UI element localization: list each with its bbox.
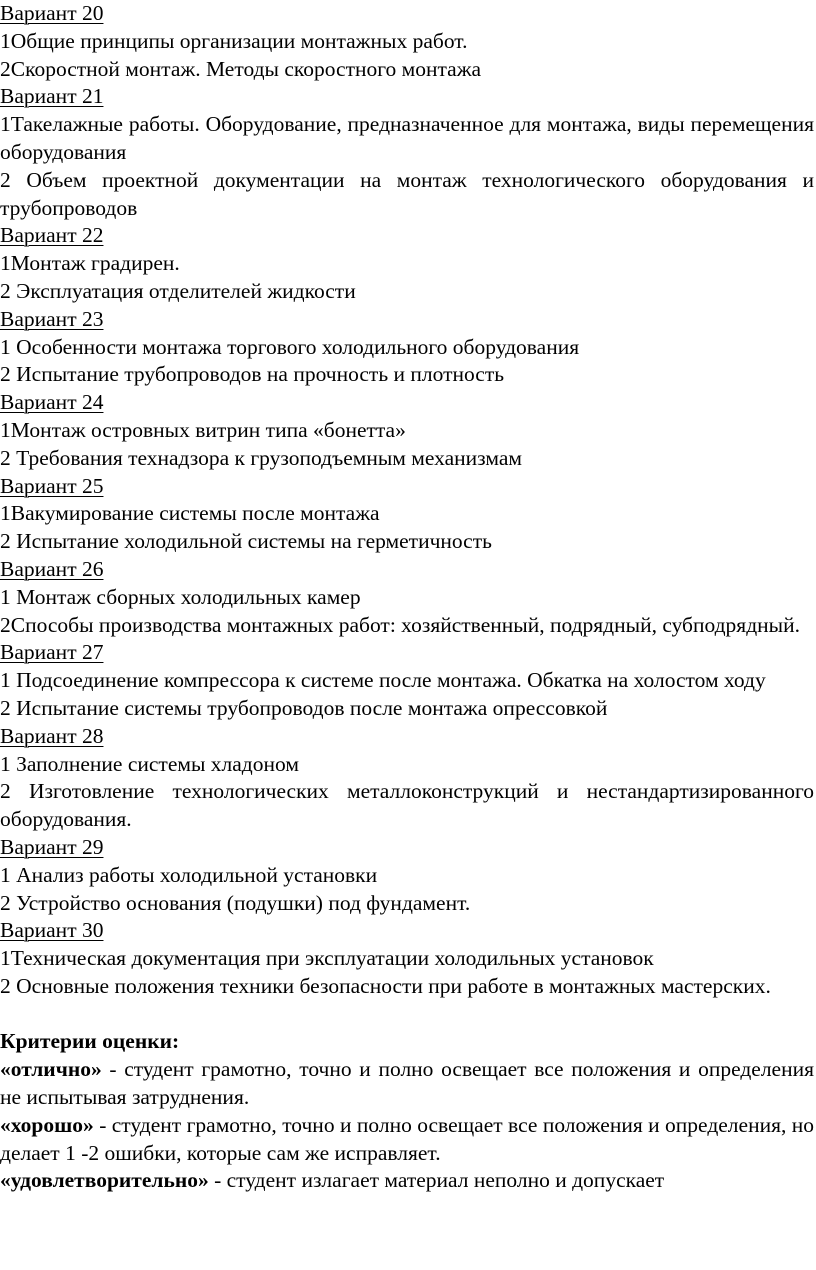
- topic-item: 1 Подсоединение компрессора к системе после монтажа. Обкатка на холостом ходу: [0, 668, 766, 693]
- grading-criteria: [0, 1028, 814, 1195]
- topic-item: 1Техническая документация при эксплуатации холодильных установок: [0, 946, 654, 971]
- topic-item: 1 Особенности монтажа торгового холодильного оборудования: [0, 334, 580, 359]
- variant-title: Вариант 21: [0, 84, 104, 109]
- topic-item: 1 Монтаж сборных холодильных камер: [0, 584, 361, 609]
- criterion-good: [0, 1112, 814, 1168]
- variant-title: Вариант 23: [0, 306, 104, 331]
- topic-item: 2 Объем проектной документации на монтаж технологического оборудования и трубопроводов: [0, 167, 814, 220]
- variant-21: [0, 83, 814, 222]
- topic-item: 2 Испытание трубопроводов на прочность и плотность: [0, 362, 505, 387]
- variant-30: [0, 917, 814, 1000]
- grade-label: «хорошо»: [0, 1112, 94, 1137]
- topic-item: 2Скоростной монтаж. Методы скоростного монтажа: [0, 56, 482, 81]
- topic-item: 2 Испытание холодильной системы на герметичность: [0, 529, 492, 554]
- topic-item: 1Монтаж градирен.: [0, 251, 180, 276]
- topic-item: 2Способы производства монтажных работ: хозяйственный, подрядный, субподрядный.: [0, 612, 800, 637]
- criterion-excellent: [0, 1056, 814, 1112]
- topic-item: 1Такелажные работы. Оборудование, предназначенное для монтажа, виды перемещения оборудования: [0, 112, 814, 164]
- variant-title: Вариант 29: [0, 834, 104, 859]
- topic-item: 1Общие принципы организации монтажных работ.: [0, 28, 468, 53]
- topic-item: 1 Анализ работы холодильной установки: [0, 862, 378, 887]
- criteria-title: Критерии оценки:: [0, 1029, 180, 1054]
- topic-item: 2 Эксплуатация отделителей жидкости: [0, 278, 356, 303]
- variant-25: [0, 473, 814, 556]
- criterion-satisfactory: [0, 1167, 814, 1195]
- variant-26: [0, 556, 814, 639]
- variant-title: Вариант 24: [0, 390, 104, 415]
- topic-item: 2 Изготовление технологических металлоконструкций и нестандартизированного оборудования.: [0, 779, 814, 832]
- blank-line: [0, 1001, 814, 1029]
- grade-description: - студент грамотно, точно и полно освещает все положения и определения не испытывая затруднения.: [0, 1057, 814, 1110]
- variant-title: Вариант 28: [0, 723, 104, 748]
- variant-title: Вариант 26: [0, 556, 104, 581]
- variant-24: [0, 389, 814, 472]
- variant-20: [0, 0, 814, 83]
- topic-item: 1Монтаж островных витрин типа «бонетта»: [0, 417, 406, 442]
- variant-title: Вариант 20: [0, 1, 104, 25]
- topic-item: 1Вакумирование системы после монтажа: [0, 501, 380, 526]
- topic-item: 2 Устройство основания (подушки) под фундамент.: [0, 890, 471, 915]
- topic-item: 2 Требования технадзора к грузоподъемным механизмам: [0, 445, 522, 470]
- variant-29: [0, 834, 814, 917]
- variant-23: [0, 306, 814, 389]
- grade-label: «удовлетворительно»: [0, 1168, 209, 1193]
- grade-label: «отлично»: [0, 1057, 102, 1082]
- variant-title: Вариант 27: [0, 640, 104, 665]
- topic-item: 2 Испытание системы трубопроводов после монтажа опрессовкой: [0, 695, 608, 720]
- variant-title: Вариант 22: [0, 223, 104, 248]
- topic-item: 1 Заполнение системы хладоном: [0, 751, 299, 776]
- topic-item: 2 Основные положения техники безопасности при работе в монтажных мастерских.: [0, 973, 771, 998]
- grade-description: - студент грамотно, точно и полно освещает все положения и определения, но делает 1 -2 ошибки, которые сам же исправляет.: [0, 1112, 814, 1165]
- variant-27: [0, 639, 814, 722]
- variant-title: Вариант 30: [0, 918, 104, 943]
- variant-title: Вариант 25: [0, 473, 104, 498]
- variant-22: [0, 222, 814, 305]
- variant-28: [0, 723, 814, 834]
- grade-description: - студент излагает материал неполно и допускает: [208, 1168, 665, 1193]
